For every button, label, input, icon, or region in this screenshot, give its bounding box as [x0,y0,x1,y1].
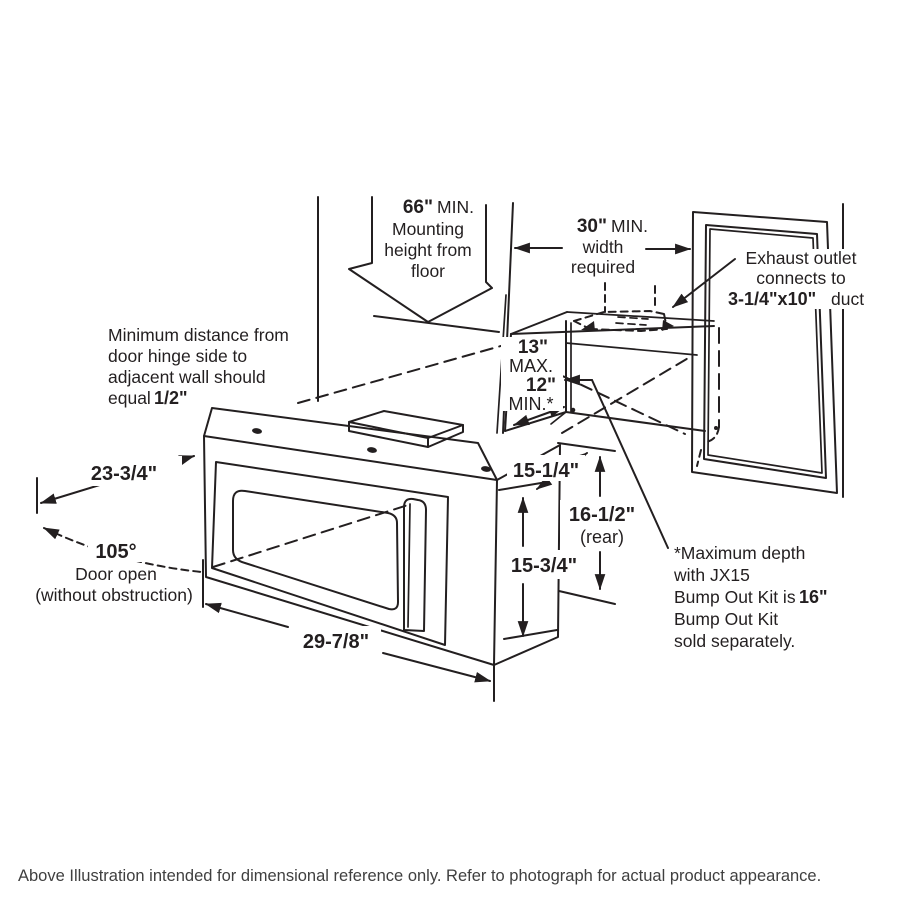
hidden-line-dot [714,426,718,430]
door-width-value: 23-3/4" [90,463,158,485]
note-line5: sold separately. [674,631,796,651]
min-distance-line4: equal [108,388,151,408]
recess-depth-dot [571,408,576,413]
width-required-value: 30" [576,216,607,237]
door-swing-hidden-line [213,505,408,567]
microwave [204,408,560,665]
top-depth-tick [558,443,615,451]
rear-height-sub: (rear) [580,527,624,547]
front-width-dim-left [206,604,288,627]
hidden-recess-diagonal-1 [562,357,690,433]
top-vent-hole-2 [367,446,378,453]
min-distance-line1: Minimum distance from [108,325,289,345]
recess-back-shelf-edge [566,343,697,355]
rear-height-tick-bottom [559,591,615,604]
front-width-value: 29-7/8" [302,631,370,653]
note-line2: with JX15 [674,565,750,585]
note-line3-value: 16" [799,587,828,607]
width-required-line2: width [582,237,624,257]
recess-depth-max-value: 13" [517,337,549,358]
door-open-line1: Door open [75,564,157,584]
hidden-top-back-edge [298,344,508,403]
mounting-height-min: MIN. [437,197,474,217]
exhaust-leader-line [673,259,735,307]
min-distance-value: 1/2" [154,388,188,408]
note-line4: Bump Out Kit [674,609,779,629]
min-distance-line2: door hinge side to [108,346,248,366]
microwave-top-face [204,408,497,480]
mounting-height-value: 66" [402,197,433,218]
exhaust-line1: Exhaust outlet [745,248,857,268]
recess-bottom-right-edge [566,412,705,431]
duct-flow-arrow-left [581,321,595,331]
width-required-line3: required [570,257,636,277]
note-line1: *Maximum depth [674,543,806,563]
recess-depth-max-word: MAX. [508,356,554,376]
rear-height-value: 16-1/2" [568,504,636,526]
exhaust-duct-size: 3-1/4"x10" [728,289,817,309]
door-window-glass [233,491,398,610]
exhaust-duct-outline [574,283,674,331]
duct-flow-arrow-right [662,320,674,331]
min-distance-line3: adjacent wall should [108,367,266,387]
door-handle [404,499,426,631]
recess-bottom-left-edge [505,412,566,431]
mounting-height-line3: height from [384,240,472,260]
mounting-height-line4: floor [410,261,446,281]
front-height-value: 15-3/4" [510,555,578,577]
hidden-duct-tail [697,450,701,466]
door-handle-inner-line [408,504,410,627]
recess-depth-min-value: 12" [525,375,557,396]
note-line3: Bump Out Kit is [674,587,796,607]
diagram-caption: Above Illustration intended for dimensional reference only. Refer to photograph for actual product appearance. [18,867,822,885]
duct-inner-line-2 [616,323,646,325]
top-depth-value: 15-1/4" [512,460,580,482]
recess-top-left-receding-edge [511,312,567,334]
door-angle-value: 105° [95,541,137,563]
mounting-height-line2: Mounting [392,219,464,239]
microwave-door [212,462,448,645]
front-height-tick-bottom [504,630,557,639]
exhaust-duct-word: duct [831,289,865,309]
recess-depth-min-word: MIN.* [508,394,554,414]
top-vent-hole-1 [252,427,263,434]
width-required-min: MIN. [611,216,648,236]
front-width-dim-right [383,653,490,681]
labels [18,197,864,885]
exhaust-line2: connects to [756,268,846,288]
door-open-line2: (without obstruction) [35,585,193,605]
recess-top-front-edge [511,326,714,334]
